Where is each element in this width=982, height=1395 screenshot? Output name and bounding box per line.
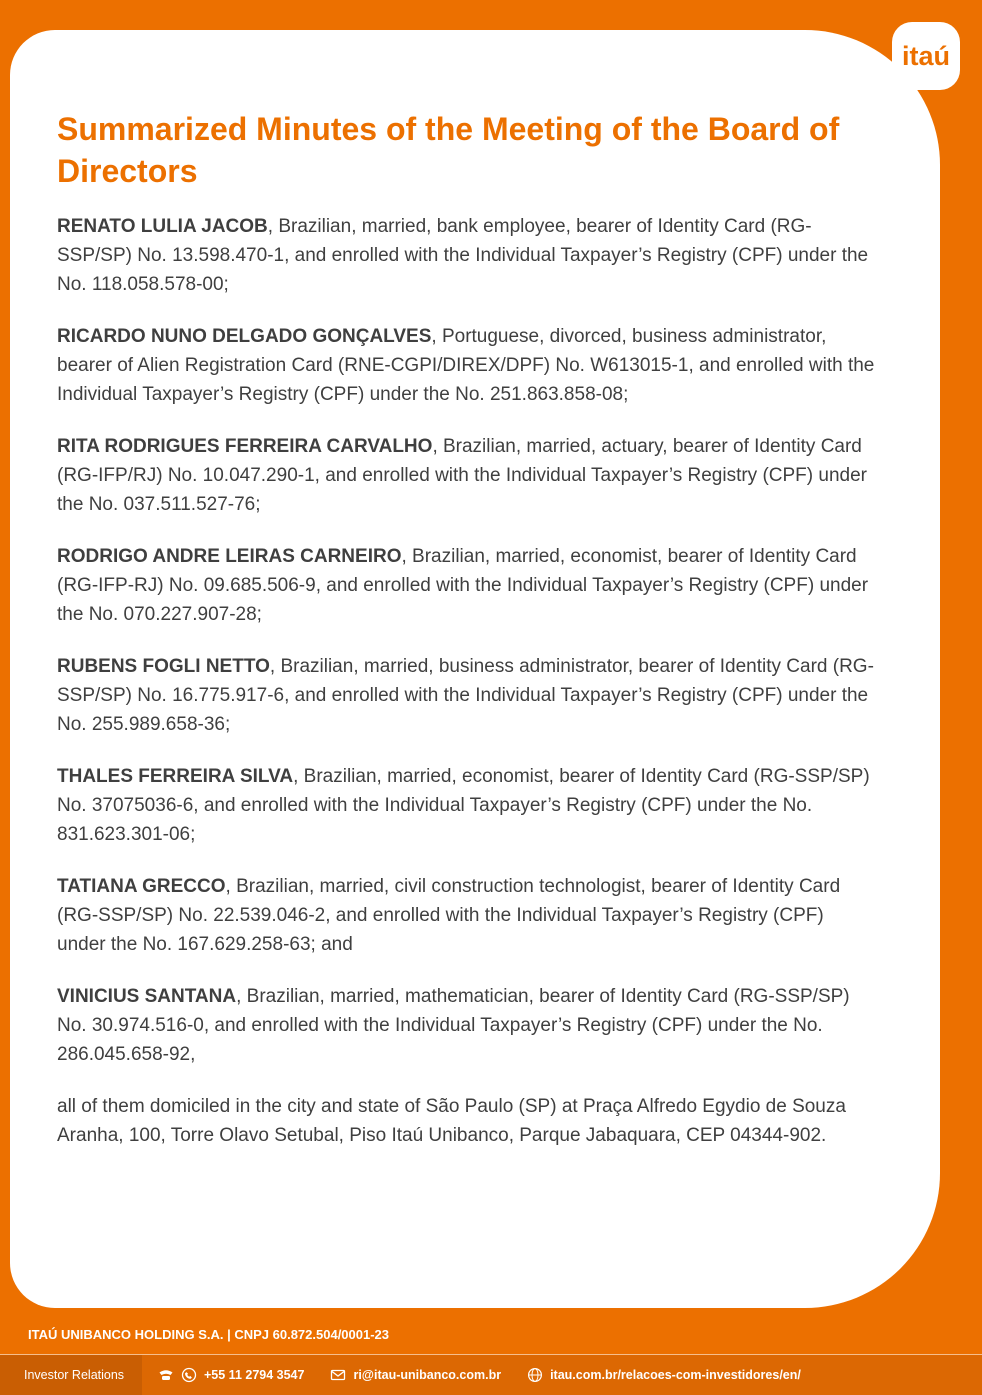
person-paragraph <box>57 212 875 299</box>
itau-logo-text: itaú <box>901 40 950 71</box>
phone-contact <box>158 1367 304 1383</box>
itau-logo <box>892 22 960 90</box>
email-address[interactable]: ri@itau-unibanco.com.br <box>353 1368 502 1382</box>
person-paragraph <box>57 432 875 519</box>
website-contact[interactable] <box>527 1367 801 1383</box>
person-details: , Brazilian, married, mathematician, bearer of Identity Card (RG-SSP/SP) No. 30.974.516-0, and enrolled with the Individual Taxpayer’s Registry (CPF) under the No. 286.045.658-92, <box>57 986 850 1065</box>
person-name: RUBENS FOGLI NETTO <box>57 656 270 677</box>
person-details: , Brazilian, married, civil construction technologist, bearer of Identity Card (RG-SSP/SP) No. 22.539.046-2, and enrolled with the Individual Taxpayer’s Registry (CPF) under the No. 167.629.258-63; and <box>57 876 841 955</box>
person-paragraph <box>57 322 875 409</box>
person-details: , Brazilian, married, business administrator, bearer of Identity Card (RG-SSP/SP) No. 16.775.917-6, and enrolled with the Individual Taxpayer’s Registry (CPF) under the No. 255.989.658-36; <box>57 656 874 735</box>
telephone-icon <box>158 1367 174 1383</box>
person-details: , Brazilian, married, economist, bearer of Identity Card (RG-IFP-RJ) No. 09.685.506-9, and enrolled with the Individual Taxpayer’s Registry (CPF) under the No. 070.227.907-28; <box>57 546 869 625</box>
envelope-icon <box>330 1367 346 1383</box>
person-details: , Portuguese, divorced, business administrator, bearer of Alien Registration Card (RNE-CGPI/DIREX/DPF) No. W613015-1, and enrolled with the Individual Taxpayer’s Registry (CPF) under the No. 251.863.858-08; <box>57 326 875 405</box>
company-cnpj-line: ITAÚ UNIBANCO HOLDING S.A. | CNPJ 60.872.504/0001-23 <box>28 1327 390 1342</box>
person-details: , Brazilian, married, actuary, bearer of Identity Card (RG-IFP/RJ) No. 10.047.290-1, and enrolled with the Individual Taxpayer’s Registry (CPF) under the No. 037.511.527-76; <box>57 436 867 515</box>
person-details: , Brazilian, married, economist, bearer of Identity Card (RG-SSP/SP) No. 37075036-6, and enrolled with the Individual Taxpayer’s Registry (CPF) under the No. 831.623.301-06; <box>57 766 870 845</box>
closing-paragraph: all of them domiciled in the city and state of São Paulo (SP) at Praça Alfredo Egydio de Souza Aranha, 100, Torre Olavo Setubal, Piso Itaú Unibanco, Parque Jabaquara, CEP 04344-902. <box>57 1096 846 1146</box>
person-paragraph <box>57 982 875 1069</box>
person-name: VINICIUS SANTANA <box>57 986 237 1007</box>
person-paragraph <box>57 762 875 849</box>
person-name: RICARDO NUNO DELGADO GONÇALVES <box>57 326 432 347</box>
phone-number: +55 11 2794 3547 <box>204 1368 305 1382</box>
person-name: RITA RODRIGUES FERREIRA CARVALHO <box>57 436 433 457</box>
investor-relations-segment <box>0 1355 142 1395</box>
footer-bar <box>0 1355 982 1395</box>
person-name: RENATO LULIA JACOB <box>57 216 268 237</box>
document-content <box>57 108 875 1173</box>
page-title: Summarized Minutes of the Meeting of the Board of Directors <box>57 111 840 189</box>
person-details: , Brazilian, married, bank employee, bearer of Identity Card (RG-SSP/SP) No. 13.598.470-1, and enrolled with the Individual Taxpayer’s Registry (CPF) under the No. 118.058.578-00; <box>57 216 869 295</box>
person-name: THALES FERREIRA SILVA <box>57 766 294 787</box>
website-url[interactable]: itau.com.br/relacoes-com-investidores/en/ <box>550 1368 801 1382</box>
investor-relations-label: Investor Relations <box>24 1368 125 1382</box>
person-name: TATIANA GRECCO <box>57 876 226 897</box>
email-contact[interactable] <box>330 1367 501 1383</box>
whatsapp-phone-icon <box>181 1367 197 1383</box>
globe-icon <box>527 1367 543 1383</box>
person-paragraph <box>57 652 875 739</box>
person-paragraph <box>57 542 875 629</box>
person-paragraph <box>57 872 875 959</box>
person-name: RODRIGO ANDRE LEIRAS CARNEIRO <box>57 546 402 567</box>
